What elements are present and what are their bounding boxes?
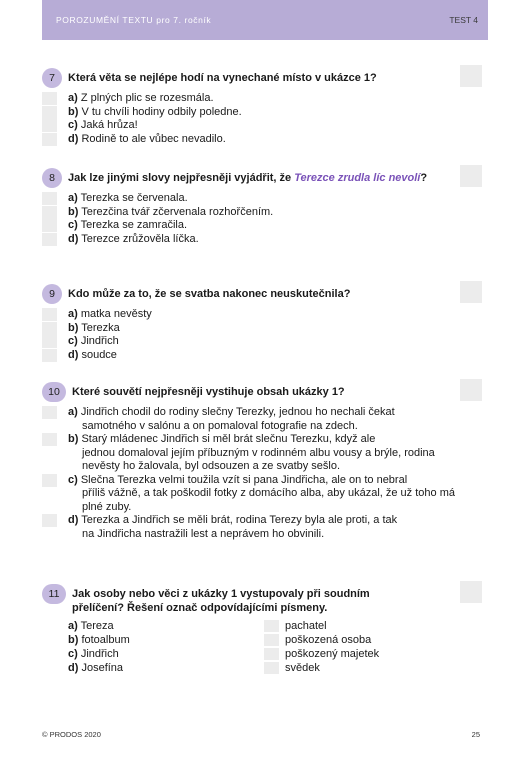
- match-row: b) fotoalbum poškozená osoba: [68, 634, 372, 646]
- question-text: Jak osoby nebo věci z ukázky 1 vystupovaly při soudním přelíčení? Řešení označ odpovídajícími písmeny.: [72, 588, 370, 614]
- score-box[interactable]: [460, 379, 482, 401]
- option-a: a) matka nevěsty: [42, 308, 488, 322]
- answer-box[interactable]: [264, 662, 279, 674]
- option-b: b) Starý mládenec Jindřich si měl brát slečnu Terezku, když ale jednou domaloval jejím příbuzným v rodinném albu vousy a brýle, rodina nevěsty ho žalovala, byl odsouzen a ze svatby sešlo.: [42, 433, 488, 474]
- answer-box[interactable]: [264, 648, 279, 660]
- option-a: a) Jindřich chodil do rodiny slečny Terezky, jednou ho nechali čekat samotného v salónu a on pomaloval fotografie na zdech.: [42, 406, 488, 433]
- answer-checkbox[interactable]: [42, 406, 57, 419]
- question-number: 8: [42, 168, 62, 188]
- option-b: b) Terezčina tvář zčervenala rozhořčením.: [42, 206, 488, 220]
- option-d: d) soudce: [42, 349, 488, 363]
- option-d: d) Terezka a Jindřich se měli brát, rodina Terezy byla ale proti, a tak na Jindřicha nastražili lest a neprávem ho obvinili.: [42, 514, 488, 541]
- option-c: c) Slečna Terezka velmi toužila vzít si pana Jindřicha, ale on to nebral příliš vážně, a tak poškodil fotky z domácího alba, aby ukázal, že už toho má plné zuby.: [42, 474, 488, 515]
- answer-checkbox[interactable]: [42, 433, 57, 446]
- answer-checkbox[interactable]: [42, 322, 57, 335]
- question-7: [42, 68, 488, 146]
- answer-checkbox[interactable]: [42, 474, 57, 487]
- answer-checkbox[interactable]: [42, 233, 57, 246]
- question-number: 11: [42, 584, 66, 604]
- score-box[interactable]: [460, 281, 482, 303]
- page-footer: [42, 730, 488, 739]
- option-c: c) Jindřich: [42, 335, 488, 349]
- answer-checkbox[interactable]: [42, 133, 57, 146]
- page-header: [42, 0, 488, 40]
- option-a: a) Z plných plic se rozesmála.: [42, 92, 488, 106]
- score-box[interactable]: [460, 581, 482, 603]
- copyright: © PRODOS 2020: [42, 730, 101, 739]
- quoted-phrase: Terezce zrudla líc nevolí: [294, 172, 421, 184]
- question-number: 9: [42, 284, 62, 304]
- answer-checkbox[interactable]: [42, 106, 57, 119]
- header-title: POROZUMĚNÍ TEXTU pro 7. ročník: [56, 15, 212, 25]
- question-8: [42, 168, 488, 246]
- score-box[interactable]: [460, 165, 482, 187]
- question-text: Které souvětí nejpřesněji vystihuje obsah ukázky 1?: [72, 386, 345, 398]
- question-number: 10: [42, 382, 66, 402]
- option-a: a) Terezka se červenala.: [42, 192, 488, 206]
- match-row: a) Tereza pachatel: [68, 620, 327, 632]
- question-11: [42, 584, 488, 675]
- answer-checkbox[interactable]: [42, 119, 57, 132]
- question-text: Která věta se nejlépe hodí na vynechané místo v ukázce 1?: [68, 72, 377, 84]
- answer-checkbox[interactable]: [42, 206, 57, 219]
- option-c: c) Jaká hrůza!: [42, 119, 488, 133]
- answer-checkbox[interactable]: [42, 192, 57, 205]
- question-number: 7: [42, 68, 62, 88]
- page-number: 25: [471, 730, 480, 739]
- answer-checkbox[interactable]: [42, 92, 57, 105]
- match-row: d) Josefína svědek: [68, 662, 320, 674]
- question-10: [42, 382, 488, 541]
- answer-checkbox[interactable]: [42, 308, 57, 321]
- answer-box[interactable]: [264, 634, 279, 646]
- question-text: Jak lze jinými slovy nejpřesněji vyjádřit, že Terezce zrudla líc nevolí?: [68, 172, 428, 184]
- answer-checkbox[interactable]: [42, 219, 57, 232]
- option-d: d) Terezce zrůžověla líčka.: [42, 233, 488, 247]
- option-b: b) Terezka: [42, 322, 488, 336]
- option-d: d) Rodině to ale vůbec nevadilo.: [42, 133, 488, 147]
- question-text: Kdo může za to, že se svatba nakonec neuskutečnila?: [68, 288, 351, 300]
- matching-table: [42, 619, 488, 675]
- option-c: c) Terezka se zamračila.: [42, 219, 488, 233]
- match-row: c) Jindřich poškozený majetek: [68, 648, 380, 660]
- question-9: [42, 284, 488, 362]
- answer-checkbox[interactable]: [42, 335, 57, 348]
- answer-checkbox[interactable]: [42, 349, 57, 362]
- option-b: b) V tu chvíli hodiny odbily poledne.: [42, 106, 488, 120]
- answer-box[interactable]: [264, 620, 279, 632]
- header-test-label: TEST 4: [449, 15, 478, 25]
- answer-checkbox[interactable]: [42, 514, 57, 527]
- score-box[interactable]: [460, 65, 482, 87]
